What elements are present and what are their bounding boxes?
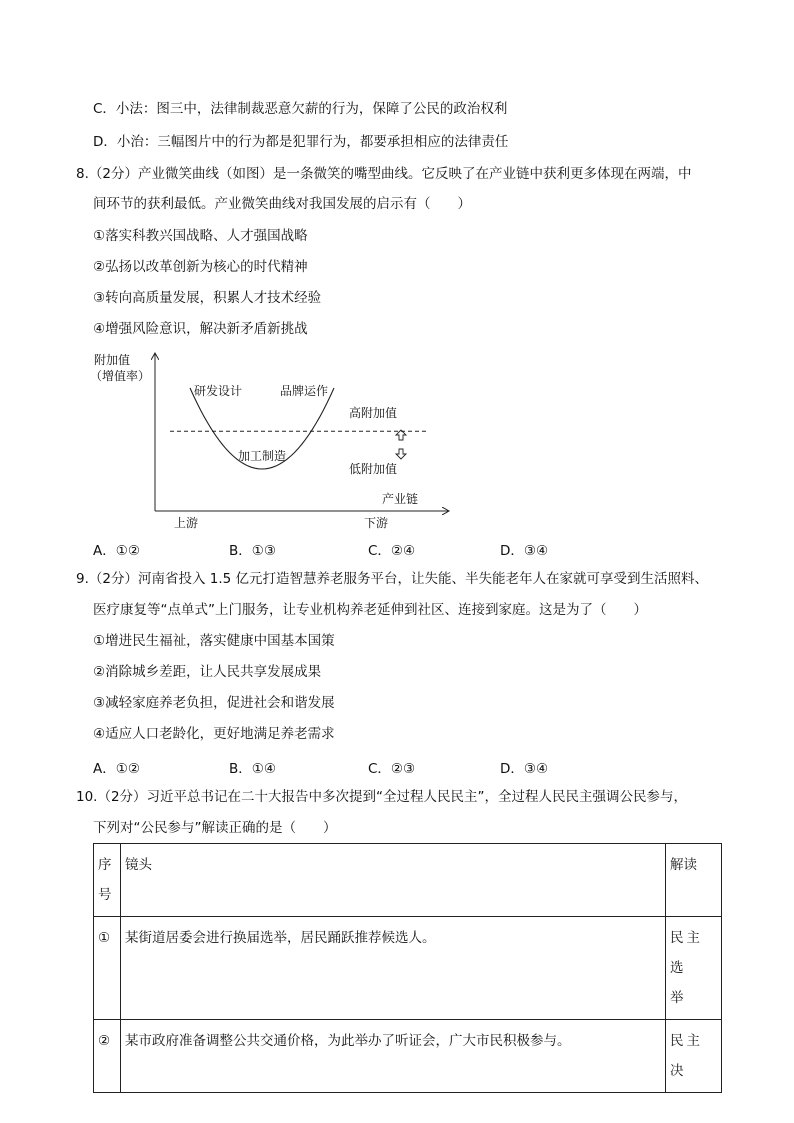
q9-item-2: ②消除城乡差距，让人民共享发展成果 <box>93 664 322 680</box>
q8-item-2: ②弘扬以改革创新为核心的时代精神 <box>93 259 308 275</box>
down-arrow-icon <box>396 449 406 459</box>
q9-choice-b[interactable]: B．①④ <box>229 761 276 777</box>
header-interpretation: 解读 <box>666 844 722 917</box>
row-scene: 某街道居委会进行换届选举，居民踊跃推荐候选人。 <box>121 917 666 1020</box>
y-axis-label-line2: （增值率） <box>90 369 151 383</box>
y-axis-label-line1: 附加值 <box>94 353 131 367</box>
q8-item-1: ①落实科教兴国战略、人才强国战略 <box>93 228 308 244</box>
q8-choice-b[interactable]: B．①③ <box>229 543 276 559</box>
x-end-label: 下游 <box>364 516 389 530</box>
q8-choice-c[interactable]: C．②④ <box>368 543 416 559</box>
q8-item-4: ④增强风险意识，解决新矛盾新挑战 <box>93 321 308 337</box>
q8-stem-line1: 8.（2分）产业微笑曲线（如图）是一条微笑的嘴型曲线。它反映了在产业链中获利更多体现在两端，中 <box>76 166 692 182</box>
q9-choice-c[interactable]: C．②③ <box>368 761 416 777</box>
header-index: 序 号 <box>94 844 121 917</box>
table-row <box>94 917 722 1020</box>
q10-table <box>93 843 722 1093</box>
high-value-label: 高附加值 <box>349 406 398 420</box>
curve-label-bottom: 加工制造 <box>238 449 287 463</box>
q8-choice-a[interactable]: A．①② <box>93 543 140 559</box>
row-index: ② <box>94 1020 121 1093</box>
low-value-label: 低附加值 <box>349 462 398 476</box>
x-axis-label: 产业链 <box>382 492 419 506</box>
q9-stem-line2: 医疗康复等“点单式”上门服务，让专业机构养老延伸到社区、连接到家庭。这是为了（ ） <box>93 602 647 618</box>
row-interpretation: 民主决 <box>666 1020 722 1093</box>
q8-choices <box>0 539 794 557</box>
q9-item-4: ④适应人口老龄化，更好地满足养老需求 <box>93 726 335 742</box>
table-row <box>94 1020 722 1093</box>
row-index: ① <box>94 917 121 1020</box>
q7-option-c: C．小法：图三中，法律制裁恶意欠薪的行为，保障了公民的政治权利 <box>93 101 508 117</box>
q9-choices <box>0 757 794 775</box>
q8-item-3: ③转向高质量发展，积累人才技术经验 <box>93 290 322 306</box>
x-start-label: 上游 <box>174 516 199 530</box>
q9-item-1: ①增进民生福祉，落实健康中国基本国策 <box>93 633 335 649</box>
q10-stem-line2: 下列对“公民参与”解读正确的是（ ） <box>93 820 337 836</box>
row-scene: 某市政府准备调整公共交通价格，为此举办了听证会，广大市民积极参与。 <box>121 1020 666 1093</box>
q9-choice-a[interactable]: A．①② <box>93 761 140 777</box>
curve-label-left: 研发设计 <box>194 384 243 398</box>
q8-stem-line2: 间环节的获利最低。产业微笑曲线对我国发展的启示有（ ） <box>93 196 471 212</box>
curve-label-right: 品牌运作 <box>280 384 329 398</box>
q10-stem-line1: 10.（2分）习近平总书记在二十大报告中多次提到“全过程人民民主”，全过程人民民主强调公民参与， <box>76 789 688 805</box>
smile-curve-chart <box>90 348 460 533</box>
q9-choice-d[interactable]: D．③④ <box>500 761 549 777</box>
q8-choice-d[interactable]: D．③④ <box>500 543 549 559</box>
q9-stem-line1: 9.（2分）河南省投入 1.5 亿元打造智慧养老服务平台，让失能、半失能老年人在家就可享受到生活照料、 <box>76 571 709 587</box>
header-scene: 镜头 <box>121 844 666 917</box>
q7-option-d: D．小治：三幅图片中的行为都是犯罪行为，都要承担相应的法律责任 <box>93 134 509 150</box>
row-interpretation: 民主选 举 <box>666 917 722 1020</box>
q9-item-3: ③减轻家庭养老负担，促进社会和谐发展 <box>93 695 335 711</box>
table-header-row <box>94 844 722 917</box>
